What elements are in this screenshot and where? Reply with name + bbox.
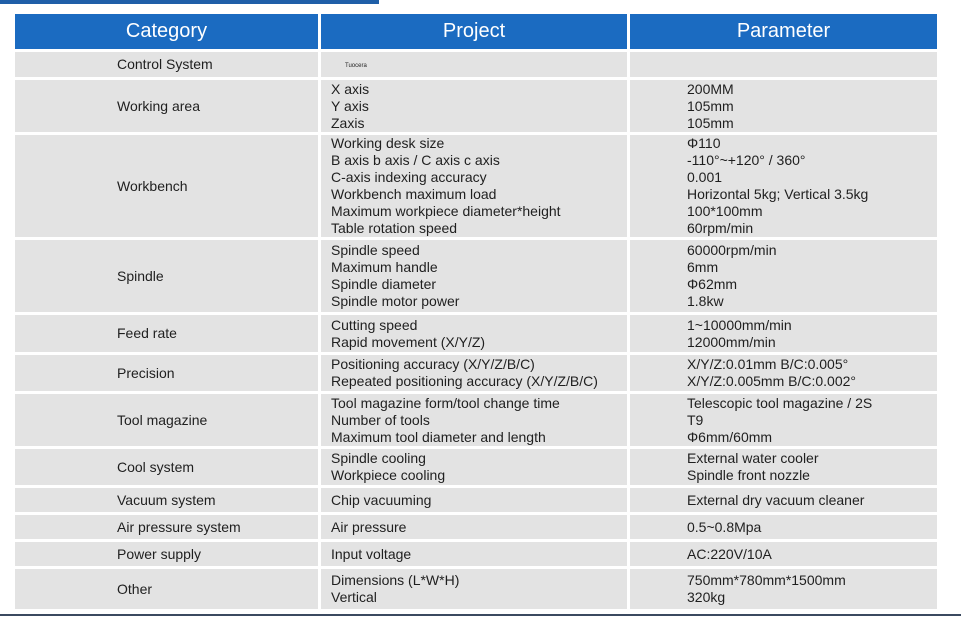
parameter-line: 60rpm/min [687, 220, 754, 236]
spec-table [12, 11, 940, 612]
project-cell [321, 135, 627, 237]
parameter-line: 0.001 [687, 169, 723, 185]
parameter-line: External dry vacuum cleaner [687, 491, 865, 508]
table-row [15, 569, 937, 609]
header-parameter: Parameter [630, 14, 937, 49]
project-cell [321, 80, 627, 132]
bottom-divider [0, 614, 961, 616]
table-row [15, 52, 937, 77]
category-cell: Precision [15, 355, 318, 391]
parameter-line: AC:220V/10A [687, 545, 772, 562]
project-line: Positioning accuracy (X/Y/Z/B/C) [331, 356, 535, 372]
parameter-line: X/Y/Z:0.005mm B/C:0.002° [687, 373, 857, 389]
parameter-cell [630, 542, 937, 566]
parameter-line: Φ6mm/60mm [687, 428, 773, 445]
parameter-cell [630, 355, 937, 391]
project-line: X axis [331, 80, 370, 97]
category-cell: Cool system [15, 449, 318, 485]
project-line: B axis b axis / C axis c axis [331, 152, 500, 168]
project-line: Maximum workpiece diameter*height [331, 203, 561, 219]
project-cell [321, 542, 627, 566]
project-line: Chip vacuuming [331, 491, 432, 508]
project-line: Repeated positioning accuracy (X/Y/Z/B/C) [331, 373, 598, 389]
project-line: Dimensions (L*W*H) [331, 572, 460, 588]
project-line: Air pressure [331, 518, 407, 535]
category-cell: Power supply [15, 542, 318, 566]
parameter-cell [630, 394, 937, 446]
parameter-line: 100*100mm [687, 203, 763, 219]
parameter-cell [630, 449, 937, 485]
parameter-line: Telescopic tool magazine / 2S [687, 394, 873, 411]
parameter-cell [630, 569, 937, 609]
table-row [15, 80, 937, 132]
parameter-line: 1~10000mm/min [687, 316, 792, 333]
parameter-line: Horizontal 5kg; Vertical 3.5kg [687, 186, 869, 202]
project-line: Workpiece cooling [331, 467, 446, 483]
header-row [15, 14, 937, 49]
project-line: Rapid movement (X/Y/Z) [331, 333, 486, 350]
category-cell: Working area [15, 80, 318, 132]
project-line: Input voltage [331, 545, 412, 562]
parameter-line: Φ110 [687, 135, 721, 151]
parameter-line: T9 [687, 411, 704, 428]
parameter-line: -110°~+120° / 360° [687, 152, 806, 168]
project-line: Workbench maximum load [331, 186, 497, 202]
parameter-line: External water cooler [687, 450, 819, 466]
table-row [15, 394, 937, 446]
parameter-line: 60000rpm/min [687, 242, 777, 258]
parameter-line: 0.5~0.8Mpa [687, 518, 762, 535]
parameter-line: X/Y/Z:0.01mm B/C:0.005° [687, 356, 849, 372]
parameter-line: 320kg [687, 589, 726, 605]
top-accent-bar [0, 0, 379, 4]
project-line: Tuocera [345, 63, 367, 69]
project-cell [321, 315, 627, 352]
project-line: Spindle speed [331, 242, 420, 258]
category-cell: Control System [15, 52, 318, 77]
parameter-cell [630, 315, 937, 352]
parameter-cell [630, 488, 937, 512]
parameter-cell [630, 515, 937, 539]
project-line: Working desk size [331, 135, 445, 151]
project-line: Spindle cooling [331, 450, 426, 466]
parameter-line: 105mm [687, 114, 734, 131]
table-row [15, 515, 937, 539]
parameter-line: 12000mm/min [687, 333, 776, 350]
category-cell: Tool magazine [15, 394, 318, 446]
parameter-line: 200MM [687, 80, 734, 97]
project-line: Cutting speed [331, 316, 418, 333]
category-cell: Feed rate [15, 315, 318, 352]
project-line: Maximum handle [331, 259, 438, 275]
parameter-line: 105mm [687, 97, 734, 114]
parameter-line: 1.8kw [687, 293, 724, 309]
category-cell: Other [15, 569, 318, 609]
project-cell [321, 394, 627, 446]
category-cell: Spindle [15, 240, 318, 312]
category-cell: Vacuum system [15, 488, 318, 512]
parameter-line: Φ62mm [687, 276, 738, 292]
parameter-cell [630, 135, 937, 237]
parameter-line: 6mm [687, 259, 719, 275]
project-line: Maximum tool diameter and length [331, 428, 546, 445]
table-row [15, 135, 937, 237]
project-line: Spindle diameter [331, 276, 437, 292]
table-row [15, 488, 937, 512]
project-cell [321, 52, 627, 77]
project-cell [321, 449, 627, 485]
project-cell [321, 569, 627, 609]
project-cell [321, 240, 627, 312]
project-cell [321, 355, 627, 391]
table-row [15, 355, 937, 391]
header-project: Project [321, 14, 627, 49]
table-row [15, 542, 937, 566]
project-cell [321, 515, 627, 539]
parameter-line: Spindle front nozzle [687, 467, 810, 483]
project-line: Zaxis [331, 114, 365, 131]
project-cell [321, 488, 627, 512]
header-category: Category [15, 14, 318, 49]
category-cell: Workbench [15, 135, 318, 237]
parameter-cell [630, 80, 937, 132]
parameter-cell [630, 240, 937, 312]
project-line: Number of tools [331, 411, 430, 428]
project-line: Spindle motor power [331, 293, 460, 309]
table-row [15, 315, 937, 352]
table-row [15, 449, 937, 485]
project-line: Vertical [331, 589, 377, 605]
project-line: Tool magazine form/tool change time [331, 394, 560, 411]
table-row [15, 240, 937, 312]
parameter-cell [630, 52, 937, 77]
project-line: Table rotation speed [331, 220, 458, 236]
project-line: C-axis indexing accuracy [331, 169, 487, 185]
category-cell: Air pressure system [15, 515, 318, 539]
parameter-line: 750mm*780mm*1500mm [687, 572, 846, 588]
project-line: Y axis [331, 97, 369, 114]
